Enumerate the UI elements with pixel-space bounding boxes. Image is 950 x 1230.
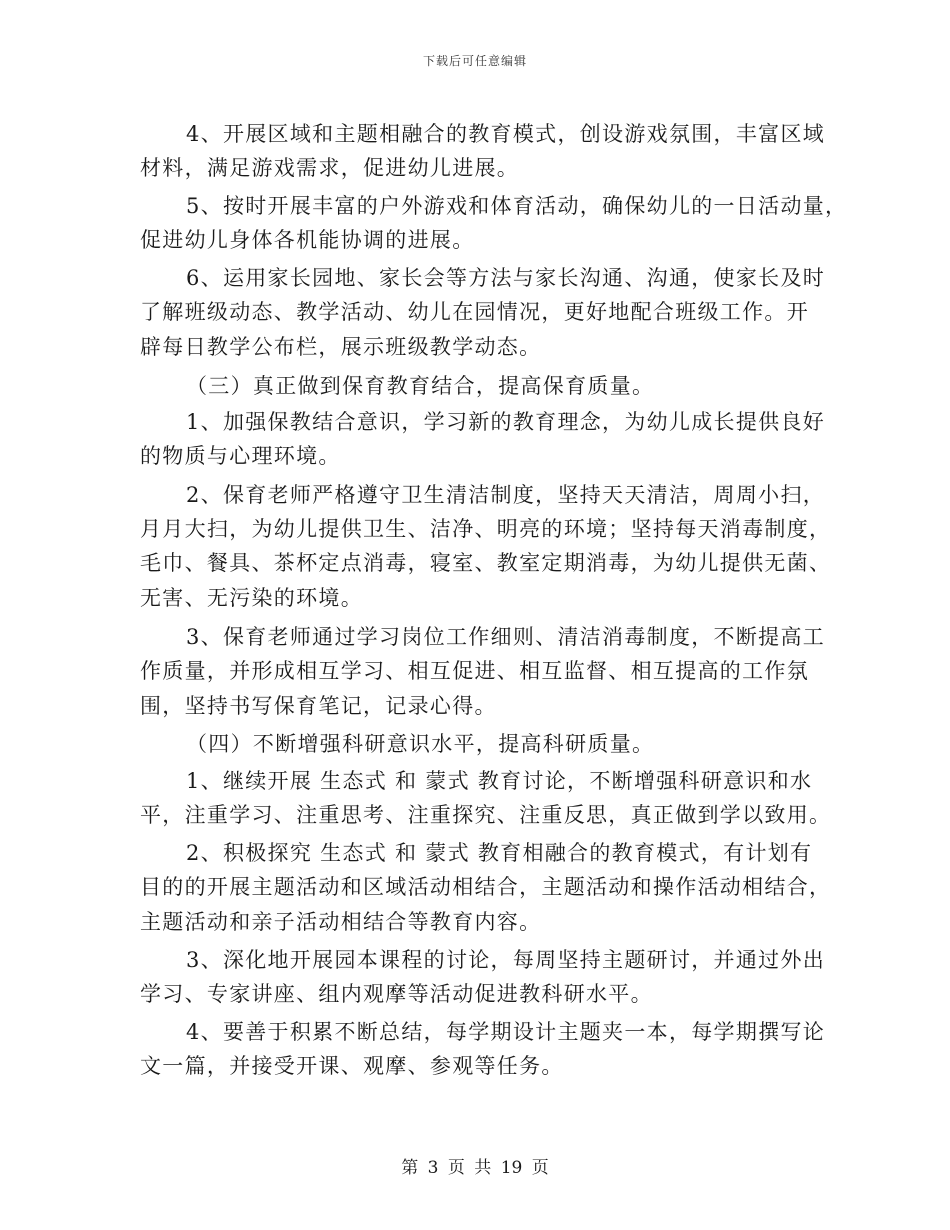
text-line: 平，注重学习、注重思考、注重探究、注重反思，真正做到学以致用。 <box>140 803 832 827</box>
text-line: 了解班级动态、教学活动、幼儿在园情况，更好地配合班级工作。开 <box>140 300 809 324</box>
text-line: 促进幼儿身体各机能协调的进展。 <box>140 228 475 252</box>
text-line: 无害、无污染的环境。 <box>140 586 363 610</box>
text-line: 1、加强保教结合意识，学习新的教育理念，为幼儿成长提供良好 <box>186 410 826 434</box>
text-line: 4、要善于积累不断总结，每学期设计主题夹一本，每学期撰写论 <box>186 1020 826 1044</box>
text-line: 月月大扫，为幼儿提供卫生、洁净、明亮的环境；坚持每天消毒制度， <box>140 517 832 541</box>
page-footer: 第 3 页 共 19 页 <box>401 1158 549 1178</box>
text-line: 6、运用家长园地、家长会等方法与家长沟通、沟通，使家长及时 <box>186 266 826 290</box>
text-line: 作质量，并形成相互学习、相互促进、相互监督、相互提高的工作氛 <box>140 659 809 683</box>
text-line: 5、按时开展丰富的户外游戏和体育活动，确保幼儿的一日活动量， <box>186 194 848 218</box>
text-line: 的物质与心理环境。 <box>140 444 341 468</box>
text-line: 目的的开展主题活动和区域活动相结合，主题活动和操作活动相结合， <box>140 875 832 899</box>
text-line: 4、开展区域和主题相融合的教育模式，创设游戏氛围，丰富区域 <box>186 122 826 146</box>
text-line: 1、继续开展 生态式 和 蒙式 教育讨论，不断增强科研意识和水 <box>186 769 813 793</box>
text-line: 2、保育老师严格遵守卫生清洁制度，坚持天天清洁，周周小扫， <box>186 483 826 507</box>
text-line: 围，坚持书写保育笔记，记录心得。 <box>140 694 497 718</box>
page-header: 下载后可任意编辑 <box>422 54 527 68</box>
text-line: 毛巾、餐具、茶杯定点消毒，寝室、教室定期消毒，为幼儿提供无菌、 <box>140 551 832 575</box>
text-line: 2、积极探究 生态式 和 蒙式 教育相融合的教育模式，有计划有 <box>186 841 813 865</box>
text-line: 辟每日教学公布栏，展示班级教学动态。 <box>140 335 542 359</box>
text-line: 3、保育老师通过学习岗位工作细则、清洁消毒制度，不断提高工 <box>186 625 826 649</box>
text-line: 主题活动和亲子活动相结合等教育内容。 <box>140 910 542 934</box>
text-line: （三）真正做到保育教育结合，提高保育质量。 <box>186 374 655 398</box>
text-line: 文一篇，并接受开课、观摩、参观等任务。 <box>140 1054 564 1078</box>
text-line: 3、深化地开展园本课程的讨论，每周坚持主题研讨，并通过外出 <box>186 948 826 972</box>
text-line: 材料，满足游戏需求，促进幼儿进展。 <box>140 156 520 180</box>
text-line: 学习、专家讲座、组内观摩等活动促进教科研水平。 <box>140 982 653 1006</box>
text-line: （四）不断增强科研意识水平，提高科研质量。 <box>186 732 655 756</box>
